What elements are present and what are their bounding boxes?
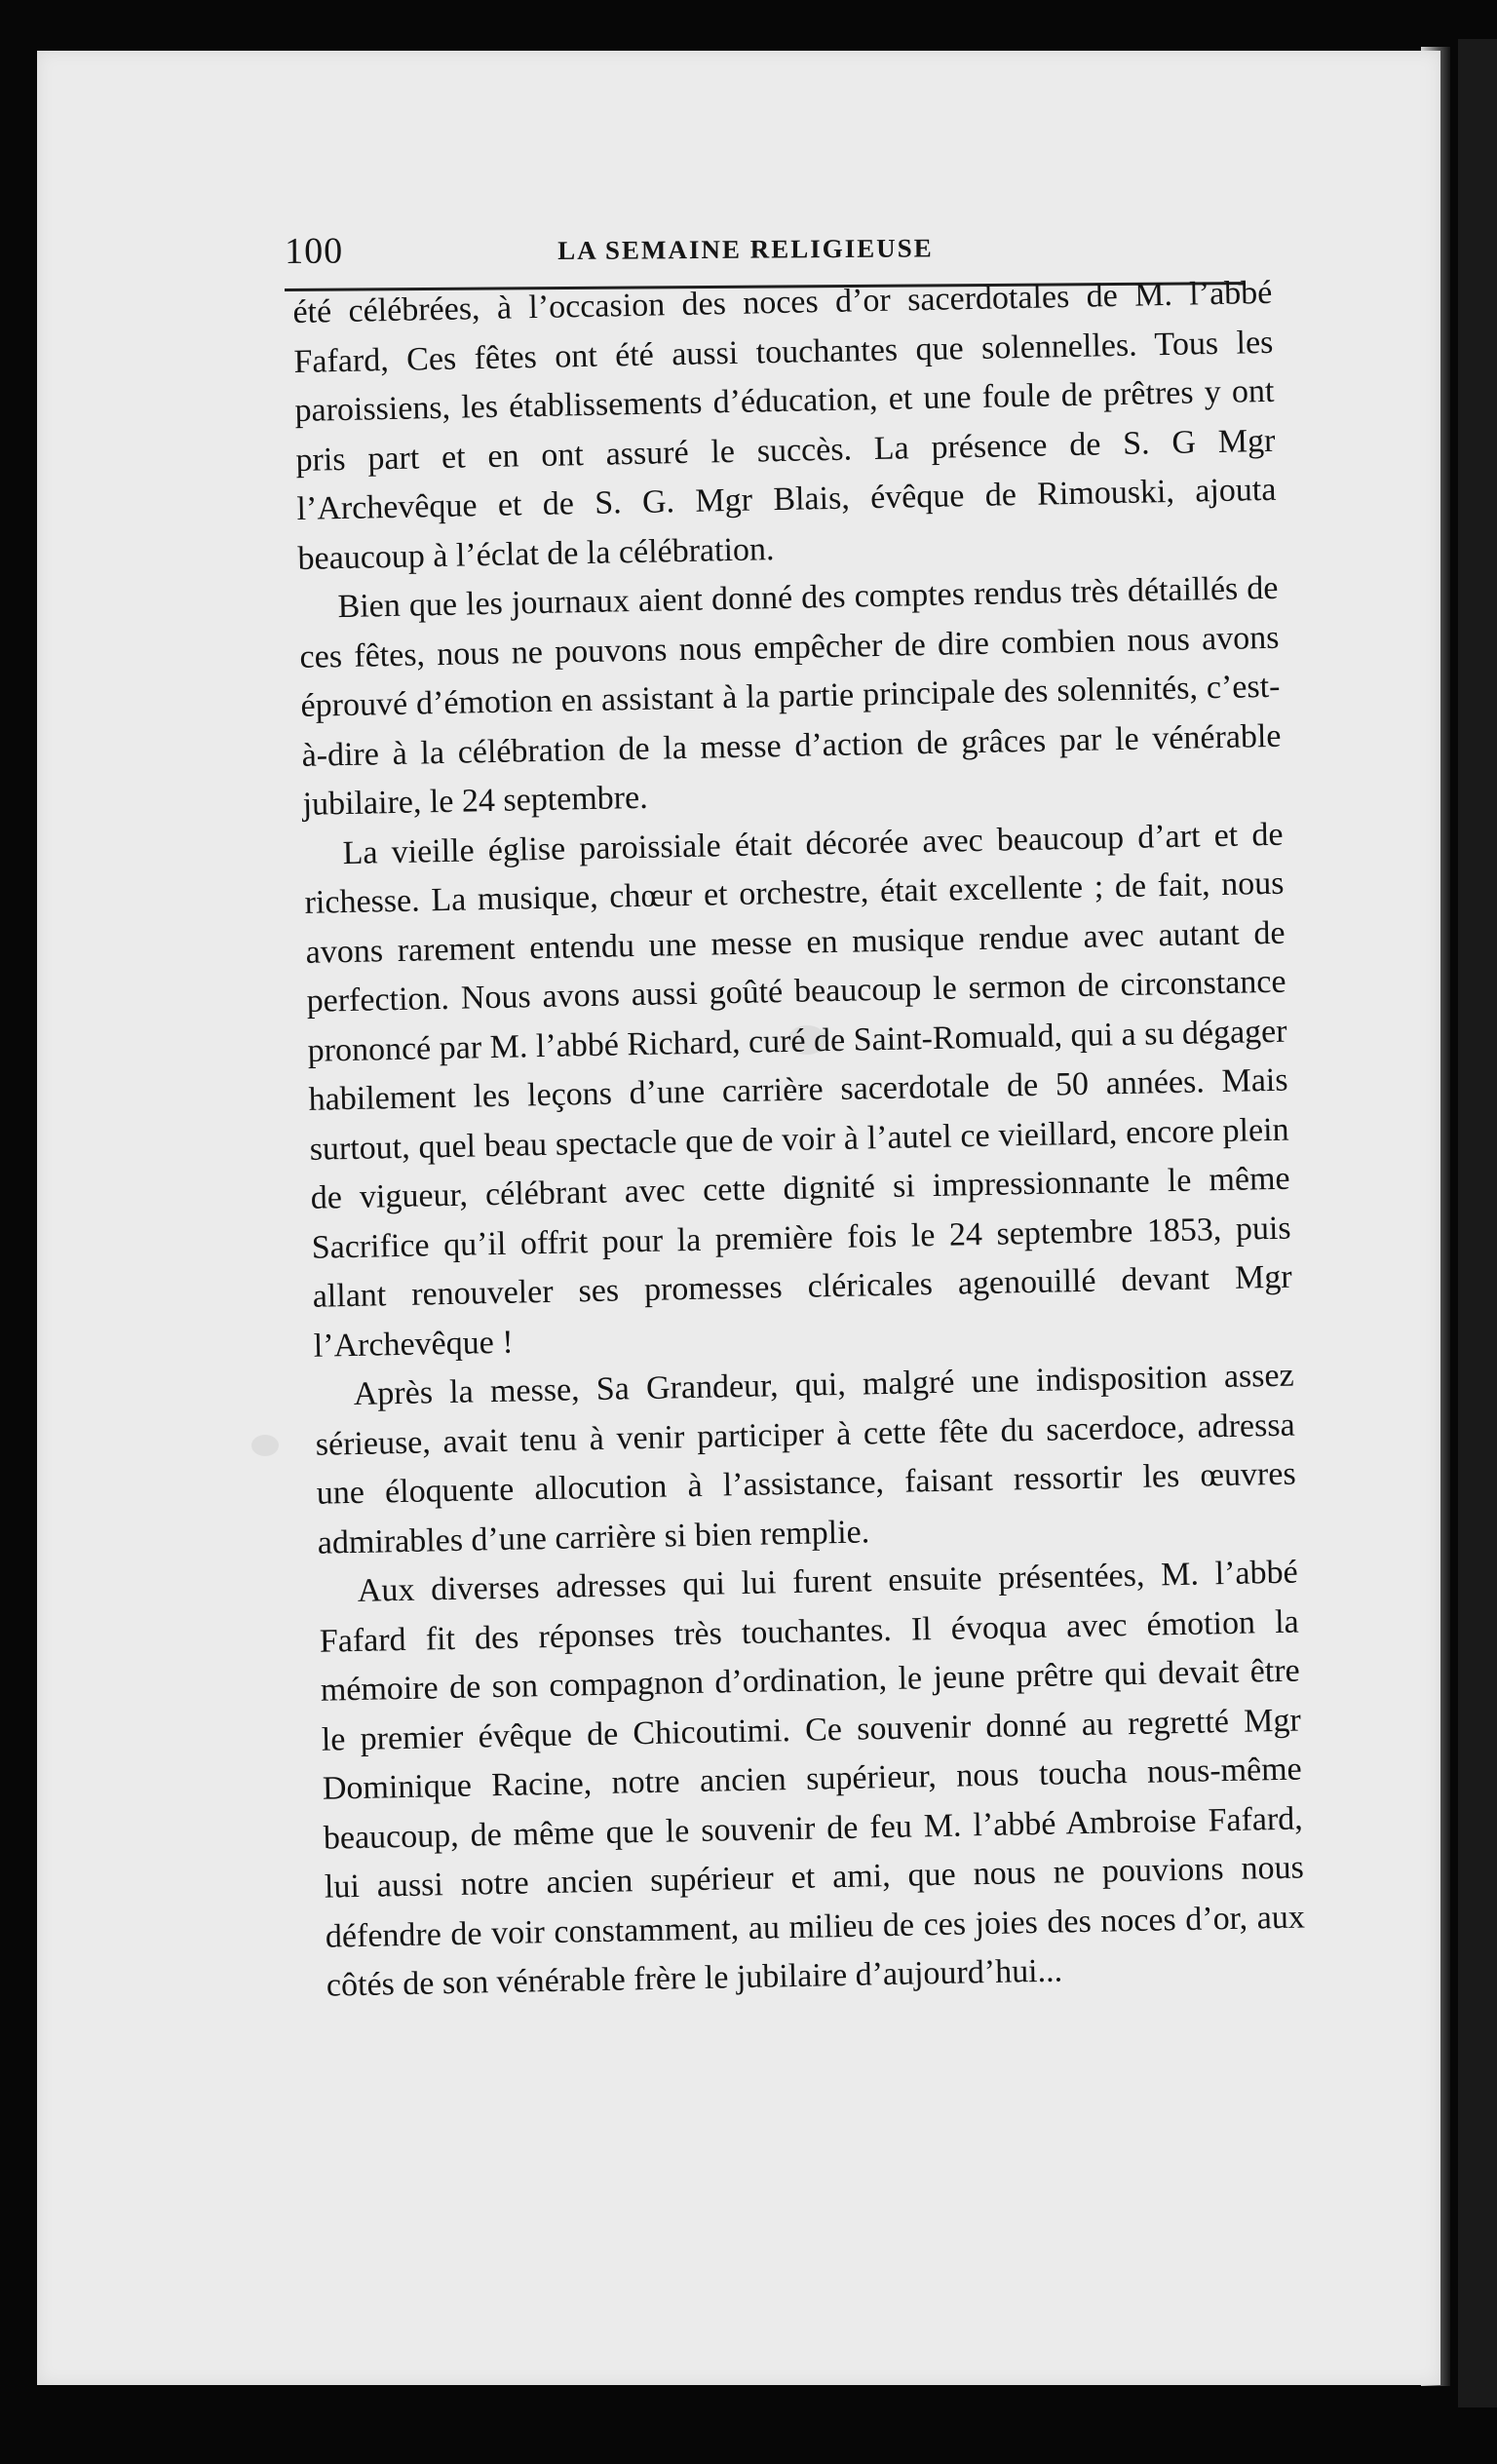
- page-number: 100: [285, 230, 344, 272]
- body-text: [292, 269, 1306, 2011]
- paragraph-4: Après la messe, Sa Grandeur, qui, malgré une indisposition assez sérieuse, avait tenu à venir participer à cette fête du sacerdoce, adressa une éloquente allocution à l’assistance, faisant ressortir les œuvres admirables d’une carrière si bien remplie.: [315, 1357, 1296, 1561]
- paper-blemish: [251, 1435, 279, 1456]
- paragraph-1: été célébrées, à l’occasion des noces d’or sacerdotales de M. l’abbé Fafard, Ces fêtes ont été aussi touchantes que solennelles. Tous les paroissiens, les établissements d’éducation, et une foule de prêtres y ont pris part et en ont assuré le succès. La présence de S. G Mgr l’Archevêque et de S. G. Mgr Blais, évêque de Rimouski, ajouta beaucoup à l’éclat de la célébration.: [292, 274, 1277, 577]
- adjacent-page-strip: [1458, 39, 1497, 2407]
- paragraph-3: La vieille église paroissiale était décorée avec beaucoup d’art et de richesse. La musique, chœur et orchestre, était excellente ; de fait, nous avons rarement entendu une messe en musique rendue avec autant de perfection. Nous avons aussi goûté beaucoup le sermon de circonstance prononcé par M. l’abbé Richard, curé de Saint-Romuald, qui a su dégager habilement les leçons d’une carrière sacerdotale de 50 années. Mais surtout, quel beau spectacle que de voir à l’autel ce vieillard, encore plein de vigueur, célébrant avec cette dignité si impressionnante le même Sacrifice qu’il offrit pour la première fois le 24 septembre 1853, puis allant renouveler ses promesses cléricales agenouillé devant Mgr l’Archevêque !: [304, 816, 1292, 1365]
- paragraph-5: Aux diverses adresses qui lui furent ensuite présentées, M. l’abbé Fafard fit des réponses très touchantes. Il évoqua avec émotion la mémoire de son compagnon d’ordination, le jeune prêtre qui devait être le premier évêque de Chicoutimi. Ce souvenir donné au regretté Mgr Dominique Racine, notre ancien supérieur, nous toucha nous-même beaucoup, de même que le souvenir de feu M. l’abbé Ambroise Fafard, lui aussi notre ancien supérieur et ami, que nous ne pouvions nous défendre de voir constamment, au milieu de ces joies des noces d’or, aux côtés de son vénérable frère le jubilaire d’aujourd’hui...: [319, 1554, 1306, 2004]
- running-title: LA SEMAINE RELIGIEUSE: [557, 233, 934, 266]
- paragraph-2: Bien que les journaux aient donné des comptes rendus très détaillés de ces fêtes, nous ne pouvons nous empêcher de dire combien nous avons éprouvé d’émotion en assistant à la partie principale des solennités, c’est-à-dire à la célébration de la messe d’action de grâces par le vénérable jubilaire, le 24 septembre.: [299, 569, 1282, 823]
